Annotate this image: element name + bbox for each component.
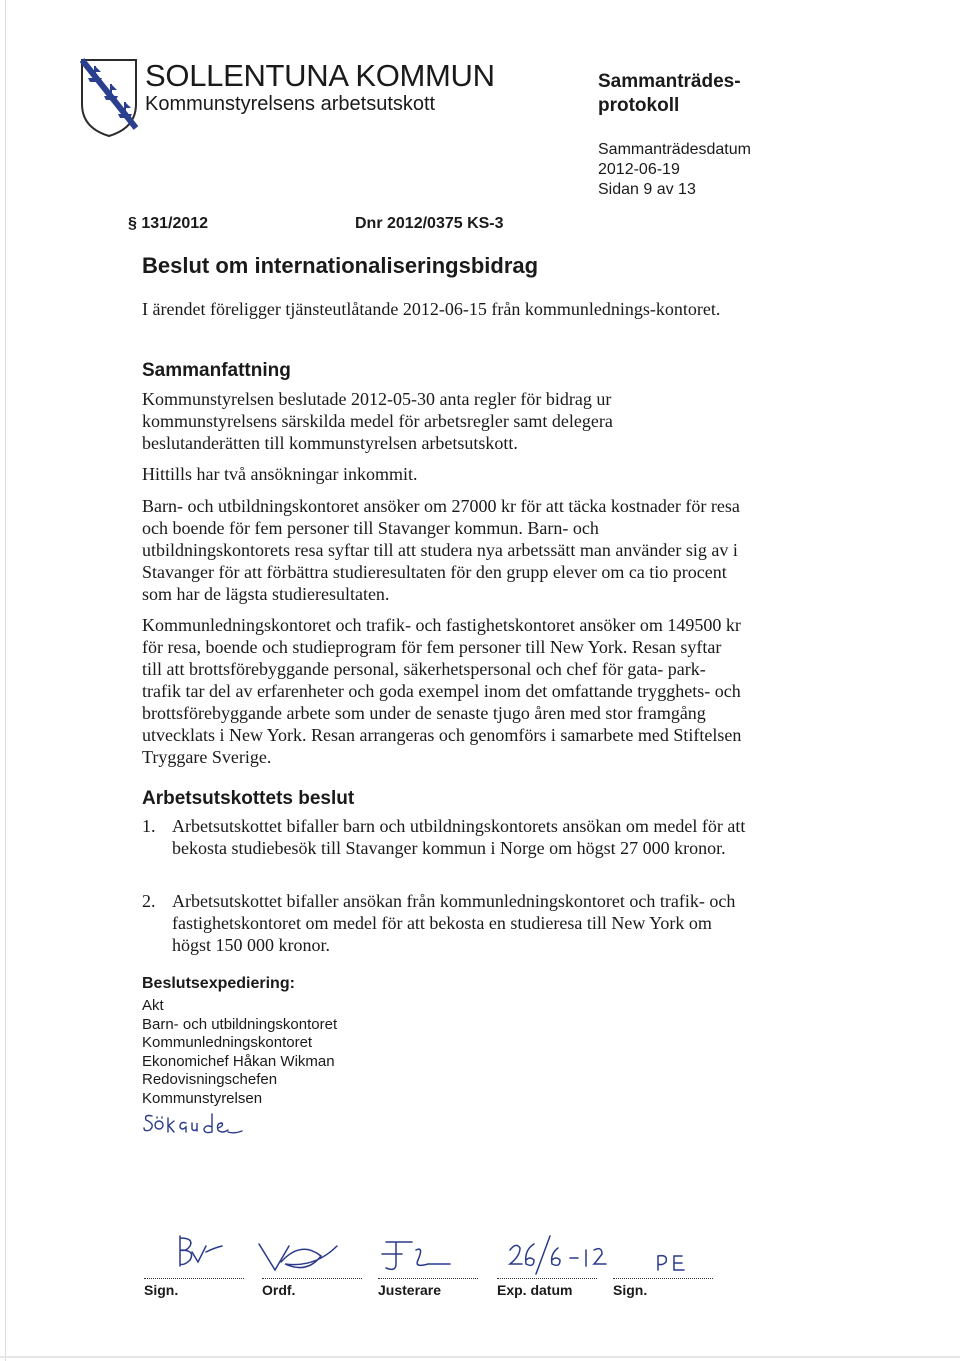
list-item: Ekonomichef Håkan Wikman — [142, 1052, 335, 1070]
signature-label: Exp. datum — [497, 1282, 573, 1298]
signature-mark — [376, 1236, 456, 1281]
scan-edge — [5, 0, 6, 1361]
document-type-line: protokoll — [598, 95, 680, 116]
signature-label: Sign. — [144, 1282, 179, 1298]
page-title: Beslut om internationaliseringsbidrag — [142, 253, 539, 278]
registration-number: Dnr 2012/0375 KS-3 — [355, 215, 504, 232]
coat-of-arms-logo — [80, 58, 138, 138]
decision-item-number: 1. — [142, 816, 156, 836]
summary-paragraph: Barn- och utbildningskontoret ansöker om 27000 kr för att täcka kostnader för resa och boende för fem personer till Stavanger kommun. Barn- och utbildningskontorets resa syftar till att studera nya arbetssätt man använder sig av i Stavanger för att förbättra studieresultaten för den grupp elever om ca tio procent som har de lägsta studieresultaten. — [142, 496, 740, 604]
scan-edge — [0, 1356, 960, 1358]
meeting-date-label: Sammanträdesdatum — [598, 141, 751, 158]
signature-label: Sign. — [613, 1282, 648, 1298]
expedition-list — [142, 997, 337, 1108]
meeting-date: 2012-06-19 — [598, 161, 680, 178]
document-type-line: Sammanträdes- — [598, 71, 741, 92]
signature-mark — [255, 1236, 355, 1281]
decision-item-text: Arbetsutskottet bifaller barn och utbildningskontorets ansökan om medel för att bekosta studiebesök till Stavanger kommun i Norge om högst 27 000 kronor. — [172, 816, 746, 858]
summary-paragraph: Kommunledningskontoret och trafik- och fastighetskontoret ansöker om 149500 kr för resa, boende och studieprogram för fem personer till New York. Resan syftar till att brottsförebyggande personal, säkerhetspersonal och chef för gata- park-trafik tar del av erfarenheter och goda exempel inom det omfattande trygghets- och brottsförebyggande arbete som under de senaste tjugo åren med stor framgång utvecklats i New York. Resan arrangeras och genomförs i samarbete med Stiftelsen Tryggare Sverige. — [142, 615, 742, 767]
list-item: Barn- och utbildningskontoret — [142, 1015, 338, 1033]
meeting-meta — [598, 140, 798, 200]
page-number: Sidan 9 av 13 — [598, 181, 696, 198]
decision-heading: Arbetsutskottets beslut — [142, 788, 355, 809]
handwritten-date — [506, 1234, 616, 1281]
paragraph-number: § 131/2012 — [128, 215, 209, 232]
summary-paragraph: Hittills har två ansökningar inkommit. — [142, 464, 418, 484]
summary-heading: Sammanfattning — [142, 360, 291, 381]
decision-item-text: Arbetsutskottet bifaller ansökan från kommunledningskontoret och trafik- och fastighetskontoret om medel för att bekosta en studieresa till New York om högst 150 000 kronor. — [172, 891, 736, 955]
list-item: Kommunstyrelsen — [142, 1089, 263, 1107]
signature-line — [613, 1278, 713, 1279]
list-item: Kommunledningskontoret — [142, 1034, 313, 1051]
document-type — [598, 70, 798, 118]
signature-label: Ordf. — [262, 1282, 296, 1298]
signature-line — [378, 1278, 478, 1279]
intro-paragraph: I ärendet föreligger tjänsteutlåtande 2012-06-15 från kommunlednings-kontoret. — [142, 299, 721, 319]
signature-line — [262, 1278, 362, 1279]
handwritten-note — [142, 1108, 252, 1145]
signature-line — [144, 1278, 244, 1279]
list-item: Redovisningschefen — [142, 1071, 278, 1088]
signature-label: Justerare — [378, 1282, 442, 1298]
list-item: Akt — [142, 997, 164, 1014]
decision-item-number: 2. — [142, 891, 156, 911]
signature-line — [497, 1278, 597, 1279]
organization-name: SOLLENTUNA KOMMUN — [145, 58, 495, 93]
summary-paragraph: Kommunstyrelsen beslutade 2012-05-30 anta regler för bidrag ur kommunstyrelsens särskilda medel för arbetsregler samt delegera beslutanderätten till kommunstyrelsen arbetsutskott. — [142, 389, 613, 453]
signature-mark — [170, 1232, 230, 1279]
ship-crest-icon — [80, 58, 138, 138]
organization-unit: Kommunstyrelsens arbetsutskott — [145, 93, 436, 115]
expedition-heading: Beslutsexpediering: — [142, 975, 295, 992]
